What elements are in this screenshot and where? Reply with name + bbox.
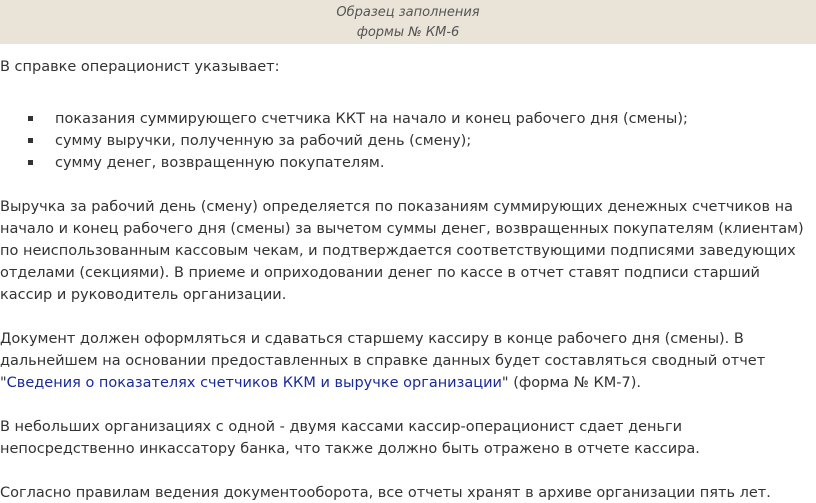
list-item <box>0 130 806 152</box>
km7-report-link[interactable]: Сведения о показателях счетчиков ККМ и выручке организации <box>6 375 502 391</box>
article-body <box>0 56 806 503</box>
paragraph-revenue: Выручка за рабочий день (смену) определяется по показаниям суммирующих денежных счетчиков на начало и конец рабочего дня (смены) за вычетом суммы денег, возвращенных покупателям (клиентам) по неиспользованным кассовым чекам, и подтверждается соответствующими подписями заведующих отделами (секциями). В приеме и оприходовании денег по кассе в отчет ставят подписи старший кассир и руководитель организации. <box>0 199 804 303</box>
paragraph-submission-text: Документ должен оформляться и сдаваться старшему кассиру в конце рабочего дня (смены). В дальнейшем на основании предоставленных в справке данных будет составляться сводный отчет " <box>0 331 766 391</box>
header-banner <box>0 0 816 44</box>
list-item-text: показания суммирующего счетчика ККТ на начало и конец рабочего дня (смены); <box>55 111 688 127</box>
paragraph-submission-tail: " (форма № КМ-7). <box>501 375 641 391</box>
bullet-list <box>0 108 806 174</box>
paragraph-small-orgs: В небольших организациях с одной - двумя кассами кассир-операционист сдает деньги непосредственно инкассатору банка, что также должно быть отражено в отчете кассира. <box>0 419 700 457</box>
header-title-line1: Образец заполнения <box>336 5 480 20</box>
paragraph-submission <box>0 328 806 394</box>
list-item-text: сумму выручки, полученную за рабочий день (смену); <box>55 133 472 149</box>
list-item <box>0 108 806 130</box>
paragraph-archive: Согласно правилам ведения документооборота, все отчеты хранят в архиве организации пять лет. <box>0 485 771 501</box>
square-bullet-icon <box>28 160 33 165</box>
intro-text: В справке операционист указывает: <box>0 59 280 75</box>
header-title-line2: формы № КМ-6 <box>356 25 460 40</box>
list-item-text: сумму денег, возвращенную покупателям. <box>55 155 385 171</box>
square-bullet-icon <box>28 116 33 121</box>
square-bullet-icon <box>28 138 33 143</box>
list-item <box>0 152 806 174</box>
